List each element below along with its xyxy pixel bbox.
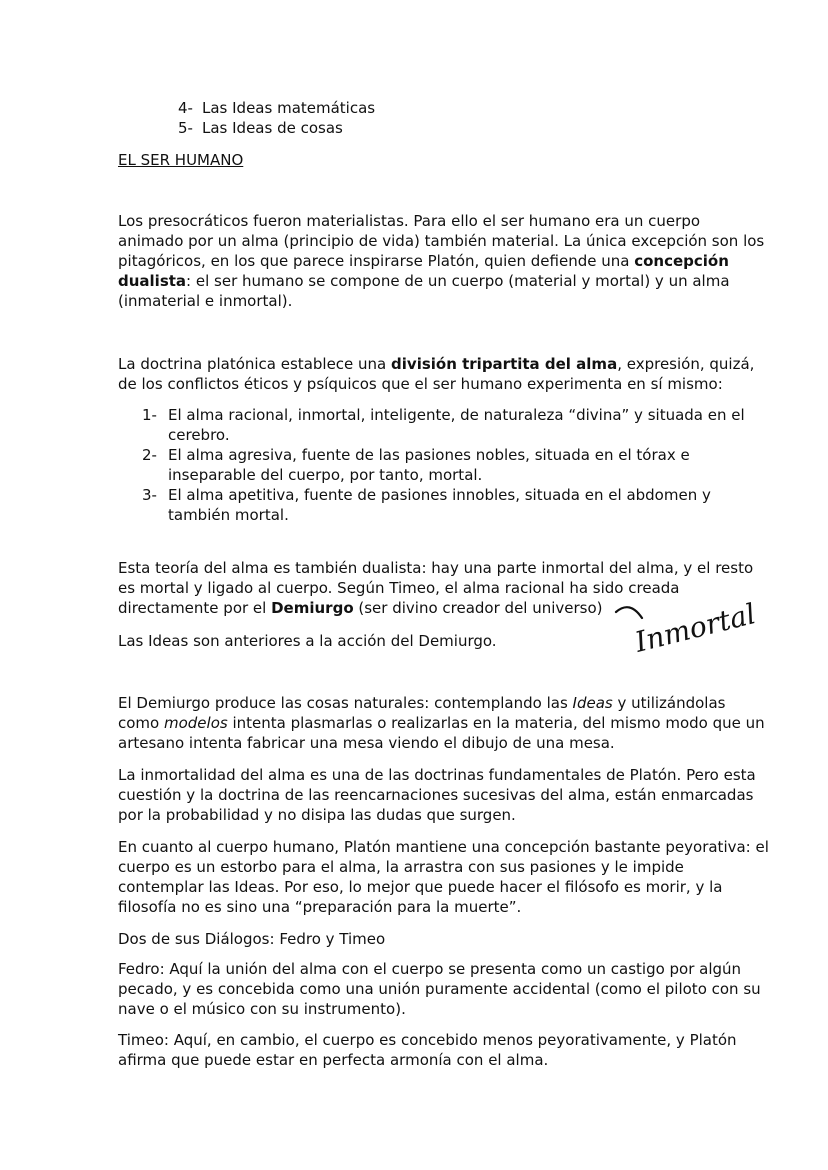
list-item: 2- El alma agresiva, fuente de las pasiones nobles, situada en el tórax e inseparable del cuerpo, por tanto, mortal. [142, 446, 690, 484]
paragraph-inmortalidad: La inmortalidad del alma es una de las doctrinas fundamentales de Platón. Pero esta cuestión y la doctrina de las reencarnaciones sucesivas del alma, están enmarcadas por la probabilidad y no disipa las dudas que surgen. [118, 766, 756, 824]
paragraph-ideas-anteriores: Las Ideas son anteriores a la acción del Demiurgo. [118, 632, 497, 650]
list-item: 4- Las Ideas matemáticas [178, 99, 376, 117]
ideas-list [118, 98, 770, 138]
paragraph-fedro: Fedro: Aquí la unión del alma con el cuerpo se presenta como un castigo por algún pecado, y es concebida como una unión puramente accidental (como el piloto con su nave o el músico con su instrumento). [118, 960, 761, 1018]
section-heading: EL SER HUMANO [118, 151, 244, 169]
paragraph-cuerpo-humano: En cuanto al cuerpo humano, Platón mantiene una concepción bastante peyorativa: el cuerpo es un estorbo para el alma, la arrastra con sus pasiones y le impide contemplar las Ideas. Por eso, lo mejor que puede hacer el filósofo es morir, y la filosofía no es sino una “preparación para la muerte”. [118, 838, 769, 916]
list-item: 3- El alma apetitiva, fuente de pasiones innobles, situada en el abdomen y también mortal. [142, 486, 711, 524]
paragraph-dualista: Esta teoría del alma es también dualista: hay una parte inmortal del alma, y el resto es mortal y ligado al cuerpo. Según Timeo, el alma racional ha sido creada directamente por el Demiurgo (ser divino creador del universo) [118, 559, 754, 617]
paragraph-presocraticos: Los presocráticos fueron materialistas. Para ello el ser humano era un cuerpo animado por un alma (principio de vida) también material. La única excepción son los pitagóricos, en los que parece inspirarse Platón, quien defiende una concepción dualista: el ser humano se compone de un cuerpo (material y mortal) y un alma (inmaterial e inmortal). [118, 212, 765, 310]
paragraph-demiurgo: El Demiurgo produce las cosas naturales: contemplando las Ideas y utilizándolas como modelos intenta plasmarlas o realizarlas en la materia, del mismo modo que un artesano intenta fabricar una mesa viendo el dibujo de una mesa. [118, 694, 765, 752]
paragraph-dialogos: Dos de sus Diálogos: Fedro y Timeo [118, 930, 386, 948]
paragraph-tripartita: La doctrina platónica establece una división tripartita del alma, expresión, quizá, de los conflictos éticos y psíquicos que el ser humano experimenta en sí mismo: [118, 355, 755, 393]
paragraph-timeo: Timeo: Aquí, en cambio, el cuerpo es concebido menos peyorativamente, y Platón afirma que puede estar en perfecta armonía con el alma. [118, 1031, 737, 1069]
handwritten-note: Inmortal [631, 597, 759, 659]
list-item: 1- El alma racional, inmortal, inteligente, de naturaleza “divina” y situada en el cerebro. [142, 406, 745, 444]
soul-list [118, 405, 770, 525]
list-item: 5- Las Ideas de cosas [178, 119, 343, 137]
